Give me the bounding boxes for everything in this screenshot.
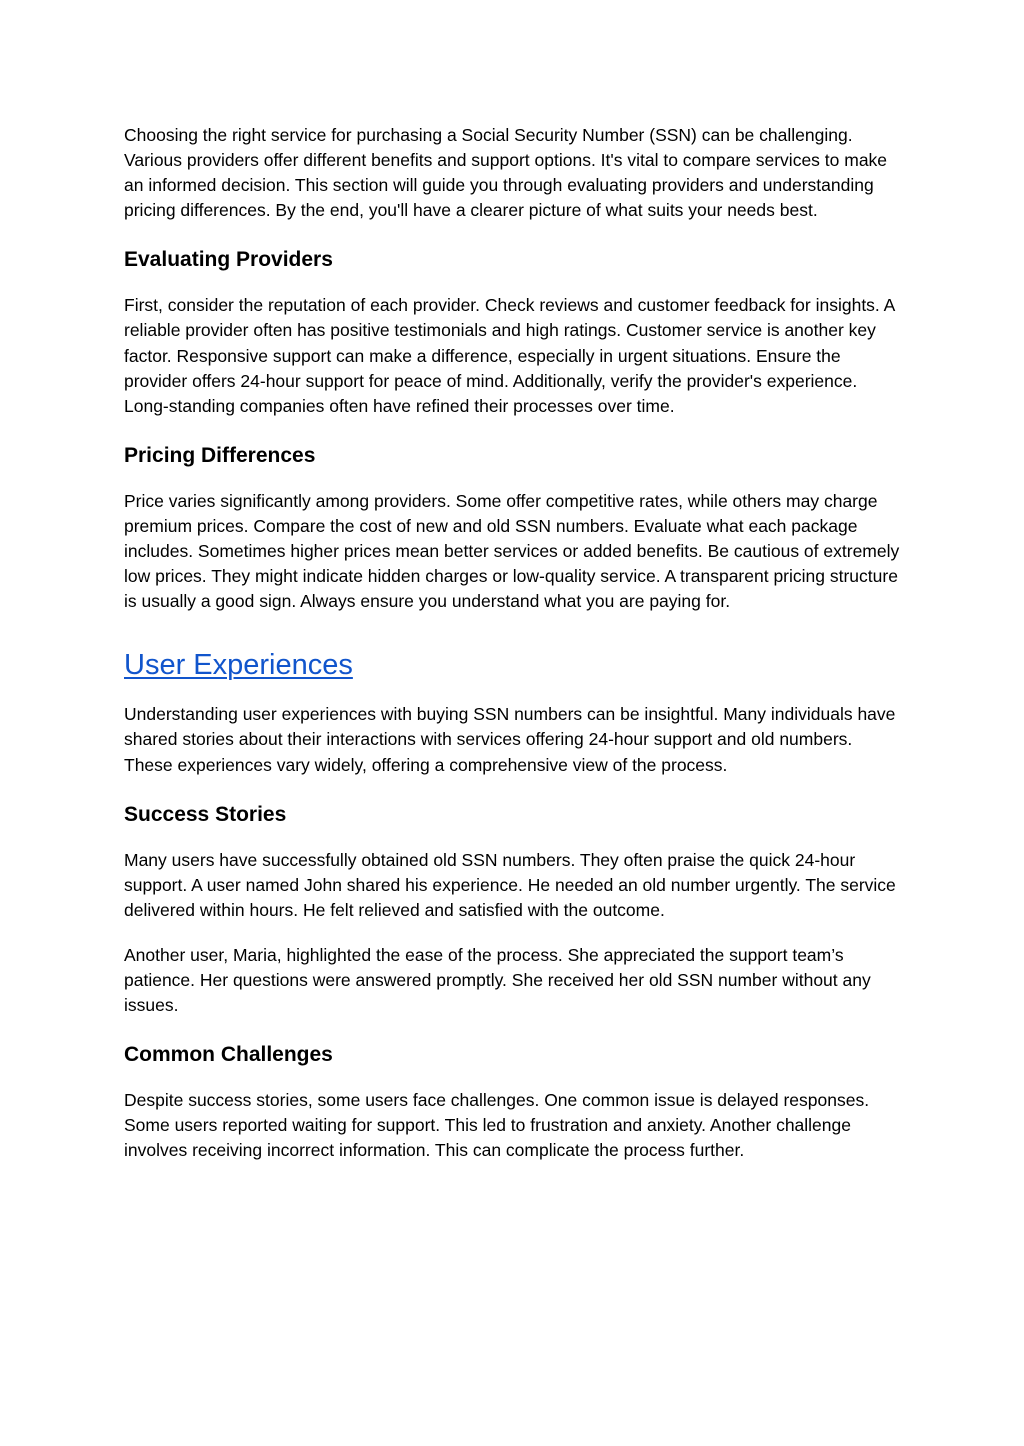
evaluating-providers-paragraph: First, consider the reputation of each provider. Check reviews and customer feedback for insights. A reliable provider often has positive testimonials and high ratings. Customer service is another key factor. Responsive support can make a difference, especially in urgent situations. Ensure the provider offers 24-hour support for peace of mind. Additionally, verify the provider's experience. Long-standing companies often have refined their processes over time.	[124, 295, 895, 416]
user-experiences-link[interactable]: User Experiences	[124, 649, 353, 682]
pricing-differences-heading: Pricing Differences	[124, 443, 316, 467]
success-stories-paragraph-1: Many users have successfully obtained old SSN numbers. They often praise the quick 24-hour support. A user named John shared his experience. He needed an old number urgently. The service delivered within hours. He felt relieved and satisfied with the outcome.	[124, 849, 896, 920]
user-experiences-paragraph: Understanding user experiences with buying SSN numbers can be insightful. Many individuals have shared stories about their interactions with services offering 24-hour support and old numbers. These experiences vary widely, offering a comprehensive view of the process.	[124, 704, 896, 775]
document-page	[124, 123, 902, 1163]
success-stories-heading: Success Stories	[124, 802, 287, 826]
pricing-differences-paragraph: Price varies significantly among providers. Some offer competitive rates, while others may charge premium prices. Compare the cost of new and old SSN numbers. Evaluate what each package includes. Sometimes higher prices mean better services or added benefits. Be cautious of extremely low prices. They might indicate hidden charges or low-quality service. A transparent pricing structure is usually a good sign. Always ensure you understand what you are paying for.	[124, 490, 900, 612]
user-experiences-heading	[124, 648, 902, 682]
evaluating-providers-heading: Evaluating Providers	[124, 248, 333, 272]
common-challenges-heading: Common Challenges	[124, 1043, 333, 1067]
intro-paragraph: Choosing the right service for purchasing a Social Security Number (SSN) can be challenging. Various providers offer different benefits and support options. It's vital to compare services to make an informed decision. This section will guide you through evaluating providers and understanding pricing differences. By the end, you'll have a clearer picture of what suits your needs best.	[124, 125, 888, 221]
common-challenges-paragraph: Despite success stories, some users face challenges. One common issue is delayed responses. Some users reported waiting for support. This led to frustration and anxiety. Another challenge involves receiving incorrect information. This can complicate the process further.	[124, 1090, 870, 1161]
success-stories-paragraph-2: Another user, Maria, highlighted the ease of the process. She appreciated the support team’s patience. Her questions were answered promptly. She received her old SSN number without any issues.	[124, 944, 871, 1016]
